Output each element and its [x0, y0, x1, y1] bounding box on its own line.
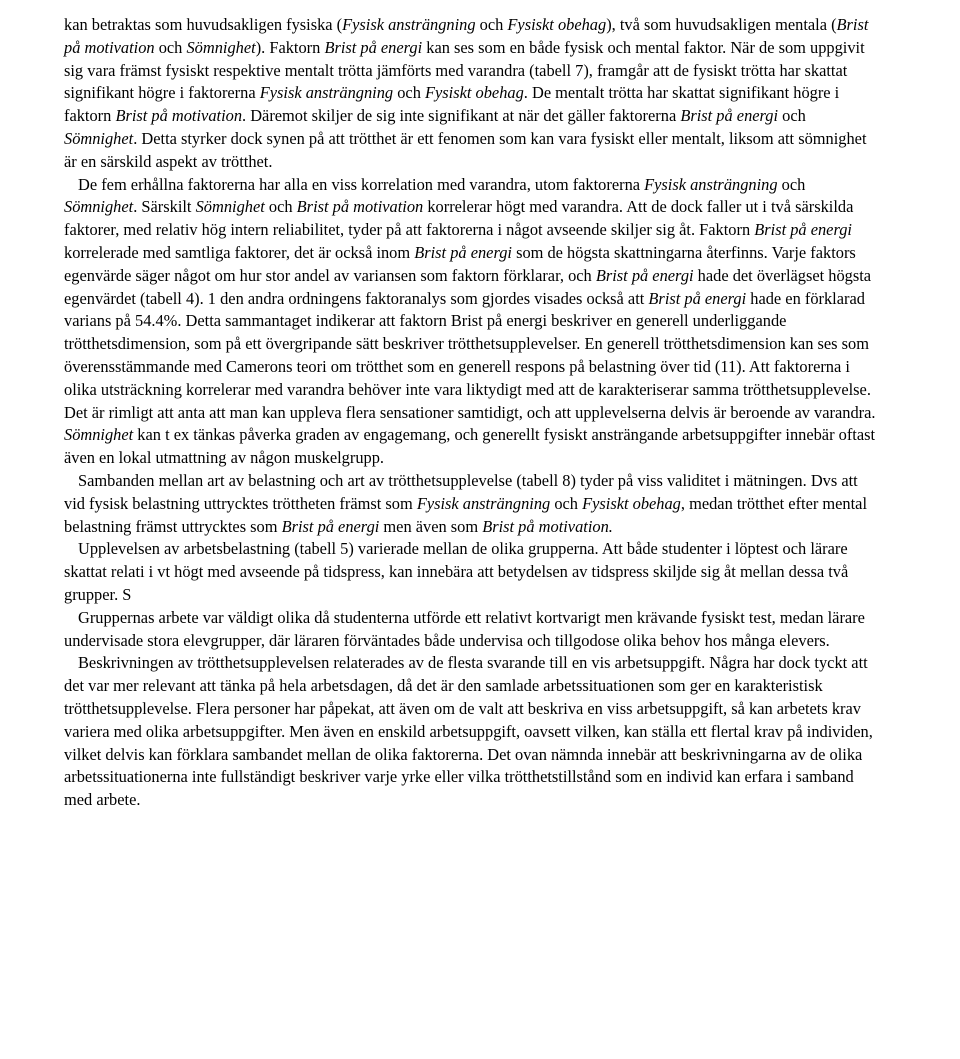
italic-term: Sömnighet: [64, 425, 134, 445]
text-run: korrelerade med samtliga faktorer, det är också inom: [64, 242, 415, 262]
italic-term: Sömnighet: [186, 37, 256, 57]
italic-term: Sömnighet: [64, 197, 134, 217]
paragraph-1: [64, 14, 882, 174]
text-run: kan t ex tänkas påverka graden av engagemang, och generellt fysiskt ansträngande arbetsuppgifter innebär oftast även en lokal utmattning av någon muskelgrupp.: [64, 425, 876, 468]
italic-term: Brist på motivation: [64, 15, 869, 57]
text-run: och: [154, 37, 187, 57]
italic-term: Fysisk ansträngning: [342, 15, 476, 34]
italic-term: Brist på energi: [648, 288, 747, 308]
text-run: . Detta styrker dock synen på att trötthet är ett fenomen som kan vara fysiskt eller mentalt, liksom att sömnighet är en särskild aspekt av trötthet.: [64, 128, 867, 171]
italic-term: Sömnighet: [64, 128, 134, 148]
italic-term: Fysisk ansträngning: [644, 174, 778, 194]
text-run: och: [777, 174, 806, 194]
italic-term: Brist på motivation: [115, 106, 243, 126]
italic-term: Fysisk ansträngning: [416, 493, 551, 513]
paragraph-5: [64, 607, 882, 653]
text-run: korrelerar högt med varandra. Att de dock faller ut i två särskilda faktorer, med relativ hög intern reliabilitet, tyder på att faktorerna i något avseende skiljer sig åt. Faktorn: [64, 197, 854, 240]
text-run: Beskrivningen av trötthetsupplevelsen relaterades av de flesta svarande till en vis arbetsuppgift. Några har dock tyckt att det var mer relevant att tänka på hela arbetsdagen, då det är den samlade arbetssituationen som ger en karakteristisk trötthetsupplevelse. Flera personer har påpekat, att även om de valt att beskriva en viss arbetsuppgift, så kan arbetets krav variera med olika arbetsuppgifter. Men även en enskild arbetsuppgift, oavsett vilken, kan ställa ett flertal krav på individen, vilket delvis kan förklara sambandet mellan de olika faktorerna. Det ovan nämnda innebär att beskrivningarna av de olika arbetssituationerna inte fullständigt beskriver varje yrke eller vilka trötthetstillstånd som en individ kan erfara i samband med arbete.: [64, 653, 873, 810]
text-run: hade det överlägset högsta egenvärdet (tabell 4). 1 den andra ordningens faktoranalys som gjordes visades också att: [64, 265, 872, 308]
text-run: hade en förklarad varians på 54.4%. Detta sammantaget indikerar att faktorn Brist på energi beskriver en generell underliggande trötthetsdimension, som på ett övergripande sätt beskriver trötthetsupplevelser. En generell trötthetsdimension kan ses som överensstämmande med Camerons teori om trötthet som en generell respons på belastning över tid (11). Att faktorerna i olika utsträckning korrelerar med varandra behöver inte vara liktydigt med att de karakteriserar samma trötthetsupplevelse. Det är rimligt att anta att man kan uppleva flera sensationer samtidigt, och att upplevelserna delvis är beroende av varandra.: [64, 288, 876, 422]
italic-term: Brist på energi: [324, 37, 423, 57]
text-run: och: [550, 493, 583, 513]
italic-term: Sömnighet: [195, 197, 265, 217]
italic-term: Fysiskt obehag: [425, 83, 524, 103]
text-run: och: [475, 15, 508, 34]
text-run: ), två som huvudsakligen mentala (: [606, 15, 837, 34]
text-run: och: [264, 197, 297, 217]
text-run: . Särskilt: [133, 197, 196, 217]
italic-term: Fysiskt obehag: [507, 15, 607, 34]
italic-term: Brist på energi: [595, 265, 694, 285]
paragraph-3: [64, 470, 882, 538]
text-run: . De mentalt trötta har skattat signifikant högre i faktorn: [64, 83, 840, 126]
text-run: men även som: [379, 516, 483, 536]
paragraph-4: [64, 538, 882, 606]
text-run: ). Faktorn: [255, 37, 325, 57]
text-run: och: [778, 106, 806, 126]
italic-term: Brist på energi: [754, 220, 852, 240]
text-run: , medan trötthet efter mental belastning främst uttrycktes som: [64, 493, 868, 536]
text-run: och: [393, 83, 425, 103]
italic-term: Brist på energi: [414, 242, 512, 262]
document-page: [64, 14, 882, 812]
text-run: kan betraktas som huvudsakligen fysiska (: [64, 15, 343, 34]
text-run: Upplevelsen av arbetsbelastning (tabell 5) varierade mellan de olika grupperna. Att både studenter i löptest och lärare skattat relati i vt högt med avseende på tidspress, kan innebära att betydelsen av tidspress skiljde sig åt mellan dessa två grupper. S: [64, 539, 849, 604]
italic-term: Brist på motivation.: [482, 516, 613, 536]
text-run: som de högsta skattningarna återfinns. Varje faktors egenvärde säger något om hur stor andel av variansen som faktorn förklarar, och: [64, 242, 856, 285]
paragraph-6: [64, 652, 882, 812]
italic-term: Brist på energi: [680, 106, 779, 126]
italic-term: Brist på energi: [281, 516, 380, 536]
text-run: De fem erhållna faktorerna har alla en viss korrelation med varandra, utom faktorerna: [78, 174, 645, 194]
italic-term: Fysiskt obehag: [582, 493, 681, 513]
text-run: Gruppernas arbete var väldigt olika då studenterna utförde ett relativt kortvarigt men krävande fysiskt test, medan lärare undervisade stora elevgrupper, där läraren förväntades både undervisa och tillgodose olika behov hos många elevers.: [64, 607, 865, 650]
paragraph-2: [64, 174, 882, 470]
text-run: Sambanden mellan art av belastning och art av trötthetsupplevelse (tabell 8) tyder på viss validitet i mätningen. Dvs att vid fysisk belastning uttrycktes tröttheten främst som: [64, 470, 858, 513]
italic-term: Brist på motivation: [296, 197, 424, 217]
text-run: . Däremot skiljer de sig inte signifikant at när det gäller faktorerna: [242, 106, 681, 126]
text-run: kan ses som en både fysisk och mental faktor. När de som uppgivit sig vara främst fysiskt respektive mentalt trötta jämförts med varandra (tabell 7), framgår att de fysiskt trötta har skattat signifikant högre i faktorerna: [64, 37, 865, 103]
italic-term: Fysisk ansträngning: [259, 83, 394, 103]
